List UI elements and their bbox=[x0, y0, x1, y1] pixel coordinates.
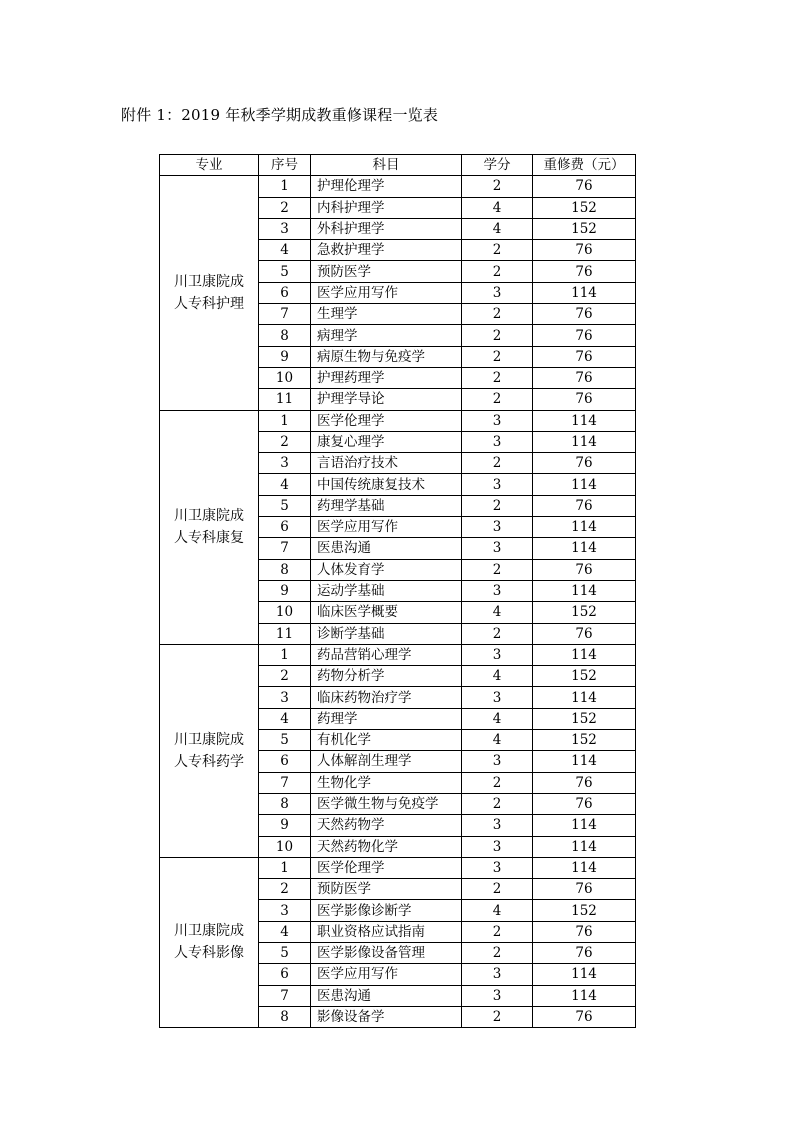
credit-cell: 3 bbox=[462, 751, 533, 772]
fee-cell: 76 bbox=[533, 793, 636, 814]
fee-cell: 76 bbox=[533, 261, 636, 282]
subject-cell: 急救护理学 bbox=[311, 240, 462, 261]
credit-cell: 2 bbox=[462, 623, 533, 644]
header-fee: 重修费（元） bbox=[533, 155, 636, 176]
fee-cell: 152 bbox=[533, 602, 636, 623]
fee-cell: 76 bbox=[533, 453, 636, 474]
subject-cell: 运动学基础 bbox=[311, 580, 462, 601]
subject-cell: 生物化学 bbox=[311, 772, 462, 793]
subject-cell: 护理伦理学 bbox=[311, 176, 462, 197]
seq-cell: 1 bbox=[259, 857, 311, 878]
seq-cell: 7 bbox=[259, 985, 311, 1006]
seq-cell: 10 bbox=[259, 367, 311, 388]
subject-cell: 外科护理学 bbox=[311, 218, 462, 239]
table-row bbox=[160, 176, 636, 197]
major-cell: 川卫康院成人专科康复 bbox=[160, 410, 259, 644]
credit-cell: 2 bbox=[462, 261, 533, 282]
fee-cell: 76 bbox=[533, 879, 636, 900]
credit-cell: 3 bbox=[462, 687, 533, 708]
seq-cell: 1 bbox=[259, 176, 311, 197]
fee-cell: 76 bbox=[533, 240, 636, 261]
subject-cell: 医学影像诊断学 bbox=[311, 900, 462, 921]
credit-cell: 3 bbox=[462, 815, 533, 836]
fee-cell: 76 bbox=[533, 921, 636, 942]
subject-cell: 药理学 bbox=[311, 708, 462, 729]
subject-cell: 护理学导论 bbox=[311, 389, 462, 410]
fee-cell: 76 bbox=[533, 346, 636, 367]
table-body bbox=[160, 176, 636, 1028]
seq-cell: 9 bbox=[259, 815, 311, 836]
fee-cell: 114 bbox=[533, 815, 636, 836]
seq-cell: 11 bbox=[259, 389, 311, 410]
credit-cell: 2 bbox=[462, 325, 533, 346]
subject-cell: 药品营销心理学 bbox=[311, 644, 462, 665]
header-subject: 科目 bbox=[311, 155, 462, 176]
seq-cell: 5 bbox=[259, 495, 311, 516]
fee-cell: 114 bbox=[533, 964, 636, 985]
seq-cell: 10 bbox=[259, 602, 311, 623]
fee-cell: 152 bbox=[533, 197, 636, 218]
subject-cell: 天然药物学 bbox=[311, 815, 462, 836]
credit-cell: 3 bbox=[462, 580, 533, 601]
fee-cell: 114 bbox=[533, 857, 636, 878]
credit-cell: 4 bbox=[462, 602, 533, 623]
seq-cell: 6 bbox=[259, 964, 311, 985]
subject-cell: 职业资格应试指南 bbox=[311, 921, 462, 942]
seq-cell: 11 bbox=[259, 623, 311, 644]
fee-cell: 76 bbox=[533, 389, 636, 410]
subject-cell: 医学应用写作 bbox=[311, 964, 462, 985]
seq-cell: 9 bbox=[259, 346, 311, 367]
credit-cell: 2 bbox=[462, 240, 533, 261]
seq-cell: 8 bbox=[259, 559, 311, 580]
credit-cell: 3 bbox=[462, 431, 533, 452]
subject-cell: 临床医学概要 bbox=[311, 602, 462, 623]
fee-cell: 114 bbox=[533, 644, 636, 665]
seq-cell: 4 bbox=[259, 708, 311, 729]
credit-cell: 2 bbox=[462, 389, 533, 410]
credit-cell: 2 bbox=[462, 793, 533, 814]
fee-cell: 76 bbox=[533, 559, 636, 580]
fee-cell: 152 bbox=[533, 900, 636, 921]
subject-cell: 病原生物与免疫学 bbox=[311, 346, 462, 367]
credit-cell: 4 bbox=[462, 197, 533, 218]
subject-cell: 医患沟通 bbox=[311, 538, 462, 559]
credit-cell: 3 bbox=[462, 517, 533, 538]
fee-cell: 114 bbox=[533, 985, 636, 1006]
credit-cell: 2 bbox=[462, 1006, 533, 1027]
subject-cell: 医学影像设备管理 bbox=[311, 942, 462, 963]
credit-cell: 3 bbox=[462, 964, 533, 985]
seq-cell: 4 bbox=[259, 474, 311, 495]
credit-cell: 4 bbox=[462, 730, 533, 751]
credit-cell: 2 bbox=[462, 921, 533, 942]
course-table bbox=[159, 154, 636, 1028]
credit-cell: 3 bbox=[462, 538, 533, 559]
fee-cell: 76 bbox=[533, 176, 636, 197]
seq-cell: 7 bbox=[259, 538, 311, 559]
major-cell: 川卫康院成人专科护理 bbox=[160, 176, 259, 410]
credit-cell: 2 bbox=[462, 346, 533, 367]
credit-cell: 2 bbox=[462, 453, 533, 474]
fee-cell: 76 bbox=[533, 495, 636, 516]
credit-cell: 2 bbox=[462, 495, 533, 516]
fee-cell: 152 bbox=[533, 730, 636, 751]
credit-cell: 4 bbox=[462, 708, 533, 729]
fee-cell: 152 bbox=[533, 666, 636, 687]
subject-cell: 医学微生物与免疫学 bbox=[311, 793, 462, 814]
seq-cell: 1 bbox=[259, 410, 311, 431]
subject-cell: 预防医学 bbox=[311, 879, 462, 900]
fee-cell: 76 bbox=[533, 942, 636, 963]
table-row bbox=[160, 410, 636, 431]
credit-cell: 3 bbox=[462, 410, 533, 431]
fee-cell: 76 bbox=[533, 367, 636, 388]
fee-cell: 152 bbox=[533, 708, 636, 729]
subject-cell: 天然药物化学 bbox=[311, 836, 462, 857]
subject-cell: 病理学 bbox=[311, 325, 462, 346]
major-cell: 川卫康院成人专科影像 bbox=[160, 857, 259, 1027]
seq-cell: 7 bbox=[259, 304, 311, 325]
fee-cell: 76 bbox=[533, 772, 636, 793]
subject-cell: 内科护理学 bbox=[311, 197, 462, 218]
seq-cell: 1 bbox=[259, 644, 311, 665]
seq-cell: 4 bbox=[259, 921, 311, 942]
seq-cell: 8 bbox=[259, 793, 311, 814]
credit-cell: 2 bbox=[462, 367, 533, 388]
seq-cell: 5 bbox=[259, 261, 311, 282]
credit-cell: 2 bbox=[462, 176, 533, 197]
seq-cell: 8 bbox=[259, 325, 311, 346]
fee-cell: 114 bbox=[533, 431, 636, 452]
major-cell: 川卫康院成人专科药学 bbox=[160, 644, 259, 857]
subject-cell: 言语治疗技术 bbox=[311, 453, 462, 474]
credit-cell: 3 bbox=[462, 644, 533, 665]
seq-cell: 2 bbox=[259, 879, 311, 900]
seq-cell: 9 bbox=[259, 580, 311, 601]
fee-cell: 76 bbox=[533, 325, 636, 346]
fee-cell: 76 bbox=[533, 304, 636, 325]
fee-cell: 114 bbox=[533, 751, 636, 772]
fee-cell: 114 bbox=[533, 410, 636, 431]
subject-cell: 护理药理学 bbox=[311, 367, 462, 388]
subject-cell: 影像设备学 bbox=[311, 1006, 462, 1027]
table-row bbox=[160, 644, 636, 665]
fee-cell: 76 bbox=[533, 623, 636, 644]
seq-cell: 2 bbox=[259, 666, 311, 687]
credit-cell: 2 bbox=[462, 559, 533, 580]
fee-cell: 76 bbox=[533, 1006, 636, 1027]
header-major: 专业 bbox=[160, 155, 259, 176]
table-row bbox=[160, 857, 636, 878]
credit-cell: 3 bbox=[462, 857, 533, 878]
subject-cell: 医学应用写作 bbox=[311, 282, 462, 303]
seq-cell: 6 bbox=[259, 517, 311, 538]
seq-cell: 6 bbox=[259, 751, 311, 772]
credit-cell: 3 bbox=[462, 836, 533, 857]
seq-cell: 3 bbox=[259, 900, 311, 921]
page-title: 附件 1：2019 年秋季学期成教重修课程一览表 bbox=[121, 106, 439, 124]
credit-cell: 2 bbox=[462, 879, 533, 900]
seq-cell: 5 bbox=[259, 730, 311, 751]
header-credit: 学分 bbox=[462, 155, 533, 176]
credit-cell: 2 bbox=[462, 304, 533, 325]
fee-cell: 114 bbox=[533, 580, 636, 601]
subject-cell: 药物分析学 bbox=[311, 666, 462, 687]
subject-cell: 人体解剖生理学 bbox=[311, 751, 462, 772]
fee-cell: 114 bbox=[533, 517, 636, 538]
seq-cell: 5 bbox=[259, 942, 311, 963]
subject-cell: 生理学 bbox=[311, 304, 462, 325]
subject-cell: 医学应用写作 bbox=[311, 517, 462, 538]
credit-cell: 4 bbox=[462, 218, 533, 239]
credit-cell: 3 bbox=[462, 985, 533, 1006]
subject-cell: 临床药物治疗学 bbox=[311, 687, 462, 708]
seq-cell: 8 bbox=[259, 1006, 311, 1027]
credit-cell: 3 bbox=[462, 282, 533, 303]
seq-cell: 4 bbox=[259, 240, 311, 261]
subject-cell: 有机化学 bbox=[311, 730, 462, 751]
header-seq: 序号 bbox=[259, 155, 311, 176]
subject-cell: 预防医学 bbox=[311, 261, 462, 282]
credit-cell: 2 bbox=[462, 942, 533, 963]
subject-cell: 人体发育学 bbox=[311, 559, 462, 580]
credit-cell: 3 bbox=[462, 474, 533, 495]
seq-cell: 2 bbox=[259, 197, 311, 218]
subject-cell: 医患沟通 bbox=[311, 985, 462, 1006]
fee-cell: 114 bbox=[533, 538, 636, 559]
seq-cell: 3 bbox=[259, 218, 311, 239]
seq-cell: 3 bbox=[259, 687, 311, 708]
fee-cell: 114 bbox=[533, 687, 636, 708]
fee-cell: 152 bbox=[533, 218, 636, 239]
subject-cell: 医学伦理学 bbox=[311, 857, 462, 878]
credit-cell: 4 bbox=[462, 900, 533, 921]
subject-cell: 诊断学基础 bbox=[311, 623, 462, 644]
seq-cell: 7 bbox=[259, 772, 311, 793]
fee-cell: 114 bbox=[533, 282, 636, 303]
fee-cell: 114 bbox=[533, 474, 636, 495]
seq-cell: 10 bbox=[259, 836, 311, 857]
subject-cell: 医学伦理学 bbox=[311, 410, 462, 431]
subject-cell: 药理学基础 bbox=[311, 495, 462, 516]
seq-cell: 3 bbox=[259, 453, 311, 474]
credit-cell: 4 bbox=[462, 666, 533, 687]
seq-cell: 6 bbox=[259, 282, 311, 303]
fee-cell: 114 bbox=[533, 836, 636, 857]
subject-cell: 中国传统康复技术 bbox=[311, 474, 462, 495]
subject-cell: 康复心理学 bbox=[311, 431, 462, 452]
credit-cell: 2 bbox=[462, 772, 533, 793]
seq-cell: 2 bbox=[259, 431, 311, 452]
table-header-row bbox=[160, 155, 636, 176]
